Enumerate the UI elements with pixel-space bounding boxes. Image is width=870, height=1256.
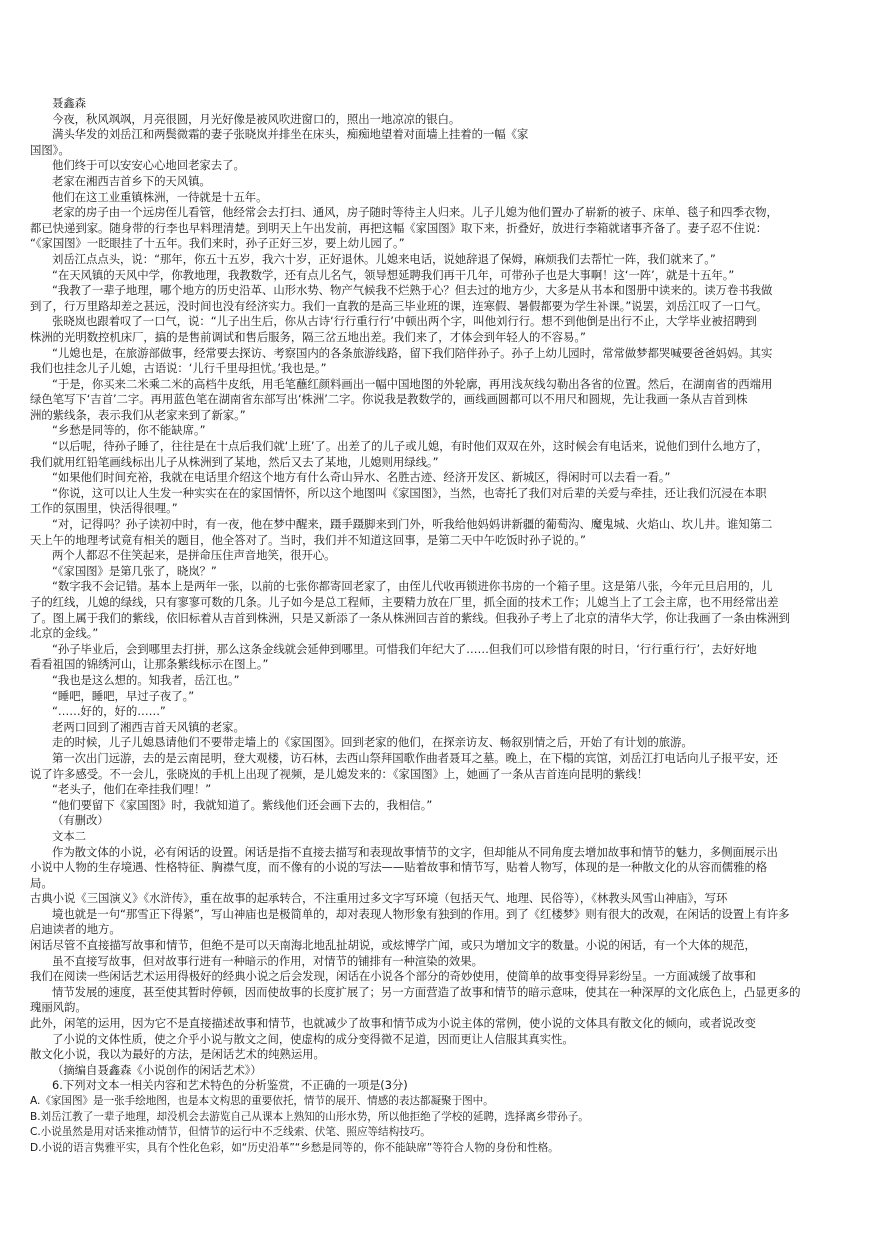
text-line: “在天风镇的天风中学，你教地理，我教数学，还有点儿名气，领导想延聘我们再干几年，可带孙子也是大事啊！这‘一阵’，就是十五年。” — [52, 267, 735, 282]
text-line: 说了许多感受。不一会儿，张晓岚的手机上出现了视频，是儿媳发来的：《家国图》上，她画了一条从吉首连向昆明的紫线！ — [30, 766, 649, 781]
text-line: 刘岳江点点头，说：“那年，你五十五岁，我六十岁，正好退休。儿媳来电话，说她辞退了保姆，麻烦我们去帮忙一阵，我们就来了。” — [52, 251, 716, 266]
text-line: “你说，这可以让人生发一种实实在在的家国情怀，所以这个地图叫《家国图》，当然，也寄托了我们对后辈的关爱与牵挂，还让我们沉浸在本职 — [52, 485, 767, 500]
text-line: 我们就用红铅笔画线标出儿子从株洲到了某地，然后又去了某地，儿媳则用绿线。” — [30, 454, 439, 469]
author-name: 聂鑫森 — [52, 96, 87, 110]
text-line: （摘编自聂鑫森《小说创作的闲话艺术》） — [52, 1062, 262, 1077]
text-line: 他们终于可以安安心心地回老家去了。 — [52, 158, 245, 173]
text-line: 老两口回到了湘西吉首天风镇的老家。 — [52, 719, 245, 734]
text-line: 闲话尽管不直接描写故事和情节，但绝不是可以天南海北地乱扯胡说，或炫博学广闻，或只为增加文字的数量。小说的闲话，有一个大体的规范， — [30, 938, 756, 953]
text-line: 局。 — [30, 875, 53, 890]
text-line: 工作的氛围里，快活得很哩。” — [30, 501, 178, 516]
text-line: 满头华发的刘岳江和两鬓微霜的妻子张晓岚并排坐在床头，痴痴地望着对面墙上挂着的一幅《家 — [52, 127, 529, 142]
text-line: 都已快递到家。随身带的行李也早料理清楚。到明天上午出发前，再把这幅《家国图》取下来，折叠好，放进行李箱就诸事齐备了。妻子忍不住说： — [30, 220, 768, 235]
text-line: 国图》。 — [30, 142, 70, 157]
text-line: 走的时候，儿子儿媳恳请他们不要带走墙上的《家国图》。回到老家的他们，在探亲访友、畅叙别情之后，开始了有计划的旅游。 — [52, 735, 693, 750]
text-line: 天上午的地理考试竟有相关的题目，他全答对了。当时，我们并不知道这回事，是第二天中午吃饭时孙子说的。” — [30, 532, 586, 547]
text-line: 启迪读者的地方。 — [30, 922, 121, 937]
text-line: 老家的房子由一个远房侄儿看管，他经常会去打扫、通风，房子随时等待主人归来。儿子儿媳为他们置办了崭新的被子、床单、毯子和四季衣物， — [52, 205, 778, 220]
text-line: 株洲的光明数控机床厂，搞的是售前调试和售后服务，隔三岔五地出差。我们来了，才体会到年轻人的不容易。” — [30, 329, 586, 344]
text-line: 此外，闲笔的运用，因为它不是直接描述故事和情节，也就减少了故事和情节成为小说主体的常例，使小说的文体具有散文化的倾向，或者说改变 — [30, 1016, 756, 1031]
text-line: （有删改） — [52, 813, 109, 828]
text-line: 老家在湘西吉首乡下的天风镇。 — [52, 173, 211, 188]
question-line: C.小说虽然是用对话来推动情节，但情节的运行中不乏线索、伏笔、照应等结构技巧。 — [30, 1126, 431, 1139]
text-line: 他们在这工业重镇株洲，一待就是十五年。 — [52, 189, 268, 204]
text-line: 散文化小说，我以为最好的方法，是闲话艺术的纯熟运用。 — [30, 1047, 325, 1062]
text-line: “于是，你买来二米乘二米的高档牛皮纸，用毛笔蘸红颜料画出一幅中国地图的外轮廓，再用浅灰线勾勒出各省的位置。然后，在湖南省的西端用 — [52, 376, 773, 391]
text-line: 到了，行万里路却差之甚远，没时间也没有经济实力。我们一直教的是高三毕业班的课，连寒假、暑假都要为学生补课。”说罢，刘岳江叹了一口气。 — [30, 298, 768, 313]
text-line: “……好的，好的……” — [52, 704, 166, 719]
text-line: 文本二 — [52, 828, 87, 843]
text-line: “老头子，他们在牵挂我们哩！” — [52, 782, 212, 797]
text-line: 看看祖国的锦绣河山，让那条紫线标示在图上。” — [30, 657, 269, 672]
text-line: “我教了一辈子地理，哪个地方的历史沿革、山形水势、物产气候我不烂熟于心？但去过的地方少，大多是从书本和图册中读来的。读万卷书我做 — [52, 283, 773, 298]
text-line: 绿色笔写下‘吉首’二字。再用蓝色笔在湖南省东部写出‘株洲’二字。你说我是教数学的，画线画圆都可以不用尺和圆规，先让我画一条从吉首到株 — [30, 392, 748, 407]
text-line: “睡吧，睡吧，早过子夜了。” — [52, 688, 195, 703]
text-line: 了小说的文体性质，使之介乎小说与散文之间，使虚构的成分变得微不足道，因而更让人信服其真实性。 — [52, 1031, 574, 1046]
text-line: “数字我不会记错。基本上是两年一张，以前的七张你都寄回老家了，由侄儿代收再锁进你书房的一个箱子里。这是第八张，今年元旦启用的，儿 — [52, 579, 773, 594]
text-line: 今夜，秋风飒飒，月亮很圆，月光好像是被风吹进窗口的，照出一地凉凉的银白。 — [52, 111, 461, 126]
text-line: “《家国图》一眨眼挂了十五年。我们来时，孙子正好三岁，要上幼儿园了。” — [30, 236, 405, 251]
question-line: A.《家国图》是一张手绘地图，也是本文构思的重要依托，情节的展开、情感的表达都凝聚于图中。 — [30, 1095, 494, 1107]
text-line: 作为散文体的小说，必有闲话的设置。闲话是指不直接去描写和表现故事情节的文字，但却能从不同角度去增加故事和情节的魅力，多侧面展示出 — [52, 844, 778, 859]
text-line: 我们也挂念儿子儿媳，古语说：‘儿行千里母担忧。’我也是。” — [30, 361, 327, 376]
text-line: “孙子毕业后，会到哪里去打拼，那么这条金线就会延伸到哪里。可惜我们年纪大了……但我们可以珍惜有限的时日，‘行行重行行’，去好好地 — [52, 641, 757, 656]
text-line: 北京的金线。” — [30, 626, 99, 641]
question-line: B.刘岳江教了一辈子地理，却没机会去游览自己从课本上熟知的山形水势，所以他拒绝了学校的延聘，选择离乡带孙子。 — [30, 1110, 589, 1123]
document-page — [30, 96, 842, 1156]
text-line: “乡愁是同等的，你不能缺席。” — [52, 423, 206, 438]
text-line: “儿媳也是，在旅游部做事，经常要去探访、考察国内的各条旅游线路，留下我们陪伴孙子。孙子上幼儿园时，常常做梦都哭喊要爸爸妈妈。其实 — [52, 345, 773, 360]
text-line: “如果他们时间充裕，我就在电话里介绍这个地方有什么奇山异水、名胜古迹、经济开发区、新城区，得闲时可以去看一看。” — [52, 470, 671, 485]
text-line: “我也是这么想的。知我者，岳江也。” — [52, 672, 240, 687]
text-line: “《家国图》是第几张了，晓岚？” — [52, 563, 217, 578]
text-line: 古典小说《三国演义》《水浒传》，重在故事的起承转合，不注重用过多文字写环境（包括天气、地理、民俗等），《林教头风雪山神庙》，写环 — [30, 891, 728, 906]
text-line: 了。图上属于我们的紫线，依旧标着从吉首到株洲，只是又新添了一条从株洲回吉首的紫线。但我孙子考上了北京的清华大学，你让我画了一条由株洲到 — [30, 610, 790, 625]
text-line: 子的红线，儿媳的绿线，只有寥寥可数的几条。儿子如今是总工程师，主要精力放在厂里，抓全面的技术工作；儿媳当上了工会主席，也不用经常出差 — [30, 595, 779, 609]
text-line: 我们在阅读一些闲话艺术运用得极好的经典小说之后会发现，闲话在小说各个部分的奇妙使用，使简单的故事变得异彩纷呈。一方面减缓了故事和 — [30, 969, 756, 984]
text-line: 第一次出门远游，去的是云南昆明，登大观楼，访石林，去西山祭拜国歌作曲者聂耳之墓。晚上，在下榻的宾馆，刘岳江打电话向儿子报平安，还 — [52, 750, 778, 765]
text-line: 张晓岚也跟着叹了一口气，说：“儿子出生后，你从古诗‘行行重行行’中顿出两个字，叫他刘行行。想不到他倒是出行不止，大学毕业被招聘到 — [52, 314, 757, 329]
text-line: “对，记得吗？孙子读初中时，有一夜，他在梦中醒来，蹑手蹑脚来到门外，听我给他妈妈讲新疆的葡萄沟、魔鬼城、火焰山、坎儿井。谁知第二 — [52, 517, 773, 532]
text-line: 情节发展的速度，甚至使其暂时停顿，因而使故事的长度扩展了；另一方面营造了故事和情节的暗示意味，使其在一种深厚的文化底色上，凸显更多的 — [52, 984, 801, 999]
text-line: 洲的紫线条，表示我们从老家来到了新家。” — [30, 407, 246, 422]
text-line: 两个人都忍不住笑起来，是拼命压住声音地笑，很开心。 — [52, 548, 336, 563]
text-line: 境也就是一句“那雪正下得紧”，写山神庙也是极简单的，却对表现人物形象有独到的作用。到了《红楼梦》则有很大的改观，在闲话的设置上有许多 — [52, 906, 790, 921]
text-line: 小说中人物的生存境遇、性格特征、胸襟气度，而不像有的小说的写法——贴着故事和情节写，贴着人物写，体现的是一种散文化的从容而儒雅的格 — [30, 860, 768, 875]
text-line: 瑰丽风韵。 — [30, 1000, 87, 1015]
question-line: D.小说的语言隽雅平实，具有个性化色彩，如“历史沿革”“乡愁是同等的，你不能缺席”等符合人物的身份和性格。 — [30, 1141, 559, 1154]
text-line: 6.下列对文本一相关内容和艺术特色的分析鉴赏，不正确的一项是(3分) — [52, 1078, 408, 1093]
text-line: 虽不直接写故事，但对故事行进有一种暗示的作用，对情节的铺排有一种渲染的效果。 — [52, 953, 483, 968]
text-line: “以后呢，待孙子睡了，往往是在十点后我们就‘上班’了。出差了的儿子或儿媳，有时他们双双在外，这时候会有电话来，说他们到什么地方了， — [52, 439, 769, 454]
text-line: “他们要留下《家国图》时，我就知道了。紫线他们还会画下去的，我相信。” — [52, 797, 433, 812]
